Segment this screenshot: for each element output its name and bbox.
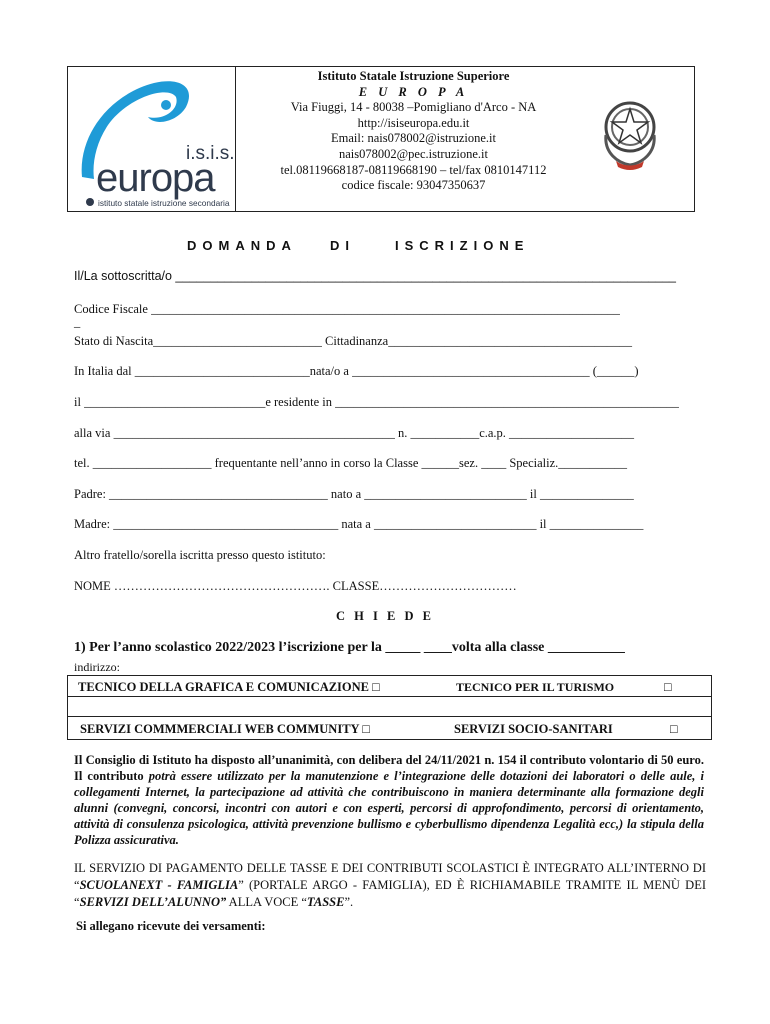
course-socio-sanitari-label: SERVIZI SOCIO-SANITARI bbox=[454, 722, 613, 736]
letterhead bbox=[67, 66, 695, 212]
payment-text-3: ALLA VOCE “ bbox=[226, 895, 307, 909]
institute-type: Istituto Statale Istruzione Superiore bbox=[317, 69, 510, 83]
course-socio-sanitari-checkbox[interactable]: □ bbox=[670, 722, 678, 736]
institute-website: http://isiseuropa.edu.it bbox=[357, 115, 470, 130]
indirizzo-label: indirizzo: bbox=[74, 660, 120, 674]
contribution-notice bbox=[74, 752, 704, 848]
request-line[interactable]: 1) Per l’anno scolastico 2022/2023 l’iscrizione per la _____ ____volta alla classe ___________ bbox=[74, 640, 625, 655]
institute-email: Email: nais078002@istruzione.it bbox=[331, 131, 496, 146]
svg-text:istituto statale istruzione se: istituto statale istruzione secondaria bbox=[98, 198, 230, 208]
contribution-notice-italic: potrà essere utilizzato per la manutenzione e l’integrazione delle dotazioni dei laboratori o delle aule, i collegamenti Internet, la partecipazione ad attività che contribuiscono in maniera determinante alla formazione degli alunni (convegni, concorsi, incontri con autori e con esperti, percorsi di approfondimento, percorsi di orientamento, attività di consulenza psicologica, attività prevenzione bullismo e cyberbullismo dipendenza Legalità ecc,) la stipula della Polizza assicurativa. bbox=[74, 769, 704, 847]
school-logo bbox=[68, 67, 236, 211]
course-grafica-checkbox[interactable]: TECNICO DELLA GRAFICA E COMUNICAZIONE □ bbox=[78, 680, 380, 694]
field-nome-classe[interactable]: NOME ……………………………………………. CLASSE…………………………… bbox=[74, 579, 517, 593]
contribution-notice-bold: Il Consiglio di Istituto ha disposto all’unanimità, con delibera del 24/11/2021 n. 154 il contributo volontario di 50 euro. Il contributo bbox=[74, 753, 704, 783]
payment-text-1: IL SERVIZIO DI PAGAMENTO DELLE TASSE E DEI CONTRIBUTI SCOLASTICI È INTEGRATO ALL’INTERNO DI “ bbox=[74, 861, 706, 892]
italian-emblem-icon bbox=[598, 95, 662, 171]
field-data-residenza[interactable]: il _____________________________e residente in _______________________________________________________ bbox=[74, 395, 679, 409]
title-word-2: DI bbox=[330, 238, 355, 253]
payment-portal: SCUOLANEXT - FAMIGLIA bbox=[79, 878, 239, 892]
payment-text-4: ”. bbox=[344, 895, 354, 909]
institute-name: E U R O P A bbox=[358, 84, 469, 99]
svg-text:i.s.i.s.: i.s.i.s. bbox=[186, 143, 235, 164]
institute-info bbox=[236, 69, 591, 194]
field-fratello-label: Altro fratello/sorella iscritta presso questo istituto: bbox=[74, 548, 326, 562]
svg-text:europa: europa bbox=[96, 156, 215, 200]
field-codice-fiscale-cont: _ bbox=[74, 315, 81, 329]
course-turismo-checkbox[interactable]: □ bbox=[664, 680, 672, 694]
payment-tasse: TASSE bbox=[306, 895, 345, 909]
field-in-italia[interactable]: In Italia dal ____________________________nata/o a ______________________________________ (______) bbox=[74, 364, 639, 378]
field-codice-fiscale[interactable]: Codice Fiscale ___________________________________________________________________________ bbox=[74, 302, 620, 316]
institute-fiscal-code: codice fiscale: 93047350637 bbox=[341, 178, 486, 193]
field-tel[interactable]: tel. ___________________ frequentante nell’anno in corso la Classe ______sez. ____ Specializ.___________ bbox=[74, 456, 628, 470]
field-stato-nascita[interactable]: Stato di Nascita___________________________ Cittadinanza_______________________________________ bbox=[74, 334, 632, 348]
payment-text-2: ” (PORTALE ARGO - FAMIGLIA), ED È RICHIAMABILE TRAMITE IL MENÙ DEI “ bbox=[74, 878, 706, 909]
field-via[interactable]: alla via _____________________________________________ n. ___________c.a.p. ____________________ bbox=[74, 426, 635, 440]
table-row bbox=[68, 676, 711, 697]
field-sottoscritto[interactable]: Il/La sottoscritta/o ________________________________________________________________________ bbox=[74, 269, 676, 283]
table-row bbox=[68, 717, 711, 740]
payment-notice bbox=[74, 860, 706, 911]
institute-phone: tel.08119668187-08119668190 – tel/fax 0810147112 bbox=[280, 162, 547, 177]
institute-pec: nais078002@pec.istruzione.it bbox=[339, 146, 488, 161]
field-padre[interactable]: Padre: ___________________________________ nato a __________________________ il _______________ bbox=[74, 487, 634, 501]
title-word-3: ISCRIZIONE bbox=[395, 238, 530, 253]
payment-servizi: SERVIZI DELL’ALUNNO” bbox=[79, 895, 227, 909]
title-word-1: DOMANDA bbox=[187, 238, 297, 253]
course-web-community-checkbox[interactable]: SERVIZI COMMMERCIALI WEB COMMUNITY □ bbox=[80, 722, 370, 736]
attachments-label: Si allegano ricevute dei versamenti: bbox=[76, 919, 266, 933]
course-turismo-label: TECNICO PER IL TURISMO bbox=[456, 680, 615, 694]
section-chiede: C H I E D E bbox=[336, 609, 434, 623]
institute-address: Via Fiuggi, 14 - 80038 –Pomigliano d'Arco - NA bbox=[290, 100, 537, 115]
table-row-empty bbox=[68, 697, 711, 717]
courses-table bbox=[67, 675, 712, 740]
field-madre[interactable]: Madre: ____________________________________ nata a __________________________ il _______________ bbox=[74, 517, 644, 531]
